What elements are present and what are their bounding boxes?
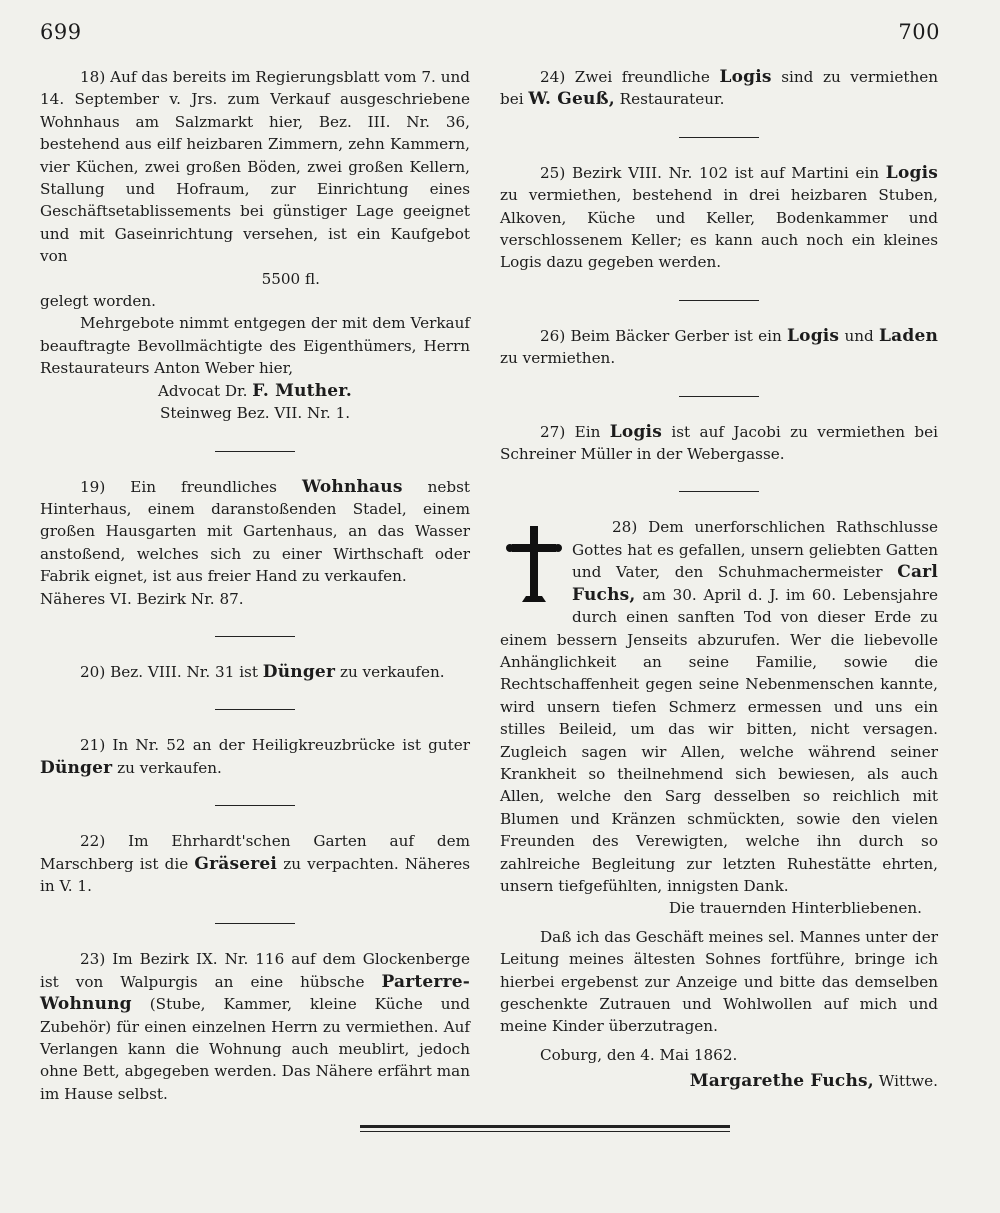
divider [215,451,295,452]
ad-25 [500,162,938,274]
ad-23-headline: Parterre-Wohnung [40,971,471,1015]
divider [679,491,759,492]
divider [215,805,295,806]
ad-19-headline: Wohnhaus [301,476,403,497]
ad-28-mourners: Die trauernden Hinterbliebenen. [668,899,922,918]
ad-22 [40,830,470,897]
ad-18-after: gelegt worden. [40,292,156,311]
divider [679,300,759,301]
ad-20 [40,661,470,683]
ad-20-pre: 20) Bez. VIII. Nr. 31 ist [80,662,258,681]
ad-27-pre: 27) Ein [540,422,601,441]
ad-27-headline: Logis [609,421,662,442]
ad-18 [40,66,470,425]
ad-28-business: Daß ich das Geschäft meines sel. Mannes unter der Leitung meines ältesten Sohnes fortführe, bringe ich hierbei ergebenst zur Anzeige und bitte das demselben geschenkte Zutrauen und Wohlwollen auf mich und meine Kinder überzutragen. [500,927,938,1036]
ad-24-headline: Logis [719,67,772,87]
ad-20-post: zu verkaufen. [339,662,445,681]
ad-19-post: nebst Hinterhaus, einem daranstoßenden Stadel, einem großen Hausgarten mit Gartenhaus, an das Wasser anstoßend, welches sich zu einer Wirthschaft oder Fabrik eignet, ist aus freier Hand zu verkaufen. [40,477,471,586]
divider [215,709,295,710]
ad-24 [500,66,938,111]
ad-18-sig-name: F. Muther. [252,380,353,401]
ad-18-sig-pre: Advocat Dr. [157,381,248,400]
ad-23-post: (Stube, Kammer, kleine Küche und Zubehör) für einen einzelnen Herrn zu vermiethen. Auf Verlangen kann die Wohnung auch meublirt, jedoch ohne Bett, abgegeben werden. Das Nähere erfährt man im Hause selbst. [40,995,471,1103]
ad-25-post: zu vermiethen, bestehend in drei heizbaren Stuben, Alkoven, Küche und Keller, Bodenkammer und verschlossenem Keller; es kann auch noch ein kleines Logis dazu gegeben werden. [500,186,938,272]
ad-28-pre: 28) Dem unerforschlichen Rathschlusse Gottes hat es gefallen, unsern geliebten Gatten und Vater, den Schuhmachermeister [572,518,938,582]
ad-26 [500,325,938,370]
ad-28-post: am 30. April d. J. im 60. Lebensjahre durch einen sanften Tod von dieser Erde zu einem bessern Jenseits abzurufen. Wer die liebevolle Anhänglichkeit an seine Familie, sowie die Rechtschaffenheit gegen seine Nebenmenschen kannte, wird unsern tiefen Schmerz ermessen und uns ein stilles Beileid, um das wir bitten, nicht versagen. Zugleich sagen wir Allen, welche während seiner Krankheit so theilnehmend sich bewiesen, als auch Allen, welche den Sarg desselben so reichlich mit Blumen und Kränzen schmückten, sowie den vielen Freunden des Verewigten, welche ihn durch so zahlreiche Begleitung zur letzten Ruhestätte ehrten, unsern tiefgefühlten, innigsten Dank. [500,585,938,895]
ad-18-sig-address: Steinweg Bez. VII. Nr. 1. [159,404,351,423]
ad-24-pre: 24) Zwei freundliche [540,68,710,86]
right-column [500,66,938,1093]
ad-24-post: Restaurateur. [619,90,725,109]
ad-22-pre: 22) Im Ehrhardt'schen Garten auf dem Marschberg ist die [40,832,470,873]
ad-27 [500,421,938,466]
ad-26-post: zu vermiethen. [500,349,616,368]
divider [679,137,759,138]
ad-28-obituary [500,516,938,1092]
ad-28-name: Carl Fuchs, [572,562,938,605]
ad-21-pre: 21) In Nr. 52 an der Heiligkreuzbrücke ist guter [80,736,470,755]
divider [215,923,295,924]
ad-24-name: W. Geuß, [528,89,615,110]
page-number-left: 699 [40,20,82,44]
page-number-right: 700 [898,20,940,44]
ad-21-headline: Dünger [40,757,113,778]
left-column [40,66,470,1105]
ad-20-headline: Dünger [262,661,336,682]
ad-19 [40,476,470,610]
ad-18-signature [40,380,470,402]
ad-22-post: zu verpachten. Näheres in V. 1. [40,854,471,895]
ad-23 [40,948,470,1105]
ad-25-headline: Logis [885,162,939,183]
ad-22-headline: Gräserei [194,853,278,874]
page-end-rule [360,1125,730,1128]
ad-21 [40,734,470,779]
ad-18-price: 5500 fl. [261,269,320,288]
ad-27-post: ist auf Jacobi zu vermiethen bei Schreiner Müller in der Webergasse. [500,422,938,464]
ad-28-sig-post: Wittwe. [878,1072,938,1091]
ad-28-sig-name: Margarethe Fuchs, [689,1071,874,1092]
divider [215,636,295,637]
ad-26-headline-2: Laden [879,325,939,346]
ad-23-pre: 23) Im Bezirk IX. Nr. 116 auf dem Glockenberge ist von Walpurgis an eine hübsche [40,950,470,991]
ad-28-place-date: Coburg, den 4. Mai 1862. [540,1045,738,1064]
ad-26-headline: Logis [787,325,840,346]
ad-19-more: Näheres VI. Bezirk Nr. 87. [40,589,244,608]
ad-26-pre: 26) Beim Bäcker Gerber ist ein [540,326,782,345]
ad-24-mid: sind zu vermiethen bei [500,68,939,109]
ad-18-text: 18) Auf das bereits im Regierungsblatt vom 7. und 14. September v. Jrs. zum Verkauf ausgeschriebene Wohnhaus am Salzmarkt hier, Bez. III. Nr. 36, bestehend aus eilf heizbaren Zimmern, zehn Kammern, vier Küchen, zwei großen Böden, zwei großen Kellern, Stallung und Hofraum, zur Einrichtung eines Geschäftsetablissements bei günstiger Lage geeignet und mit Gaseinrichtung versehen, ist ein Kaufgebot von [40,68,470,266]
ad-19-pre: 19) Ein freundliches [80,477,277,496]
divider [679,396,759,397]
ad-21-post: zu verkaufen. [117,758,222,777]
page-end-rule-thin [360,1131,730,1132]
mourning-cross-icon [506,524,562,604]
ad-26-mid: und [844,326,874,345]
ad-18-more: Mehrgebote nimmt entgegen der mit dem Verkauf beauftragte Bevollmächtigte des Eigenthümers, Herrn Restaurateurs Anton Weber hier, [40,314,470,378]
ad-25-pre: 25) Bezirk VIII. Nr. 102 ist auf Martini ein [540,163,880,182]
